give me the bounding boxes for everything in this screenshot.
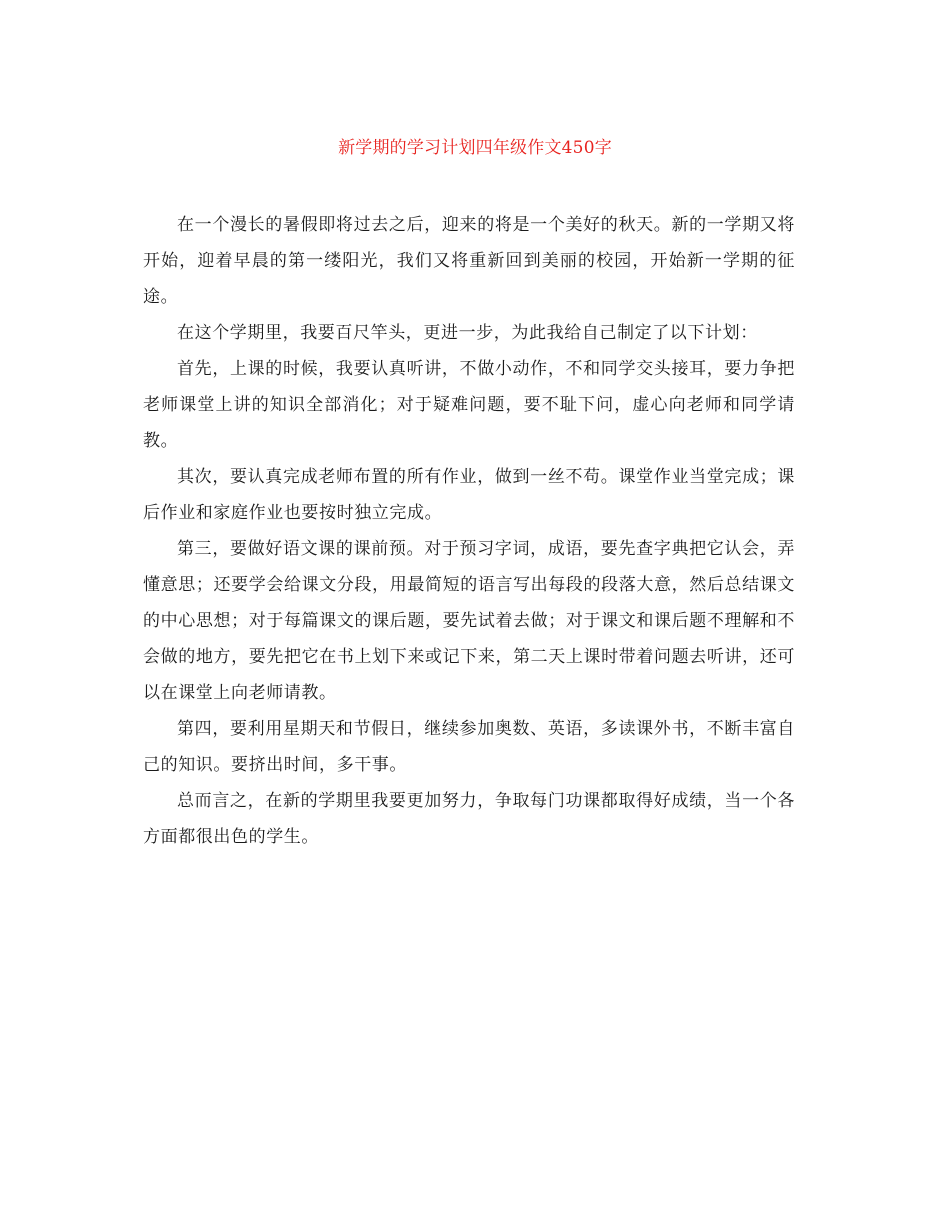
- paragraph-second: 其次，要认真完成老师布置的所有作业，做到一丝不苟。课堂作业当堂完成；课后作业和家庭作业也要按时独立完成。: [143, 467, 795, 523]
- document-title: 新学期的学习计划四年级作文450字: [338, 138, 612, 158]
- document-body: [143, 207, 795, 855]
- paragraph-fourth: 第四，要利用星期天和节假日，继续参加奥数、英语，多读课外书，不断丰富自己的知识。要挤出时间，多干事。: [143, 719, 795, 775]
- paragraph-third: 第三，要做好语文课的课前预。对于预习字词，成语，要先查字典把它认会，弄懂意思；还要学会给课文分段，用最简短的语言写出每段的段落大意，然后总结课文的中心思想；对于每篇课文的课后题，要先试着去做；对于课文和课后题不理解和不会做的地方，要先把它在书上划下来或记下来，第二天上课时带着问题去听讲，还可以在课堂上向老师请教。: [143, 539, 795, 703]
- paragraph-intro: 在一个漫长的暑假即将过去之后，迎来的将是一个美好的秋天。新的一学期又将开始，迎着早晨的第一缕阳光，我们又将重新回到美丽的校园，开始新一学期的征途。: [143, 215, 795, 307]
- paragraph-plan-lead: 在这个学期里，我要百尺竿头，更进一步，为此我给自己制定了以下计划：: [177, 323, 758, 343]
- paragraph-first: 首先，上课的时候，我要认真听讲，不做小动作，不和同学交头接耳，要力争把老师课堂上讲的知识全部消化；对于疑难问题，要不耻下问，虚心向老师和同学请教。: [143, 359, 795, 451]
- paragraph-conclusion: 总而言之，在新的学期里我要更加努力，争取每门功课都取得好成绩，当一个各方面都很出色的学生。: [143, 791, 795, 847]
